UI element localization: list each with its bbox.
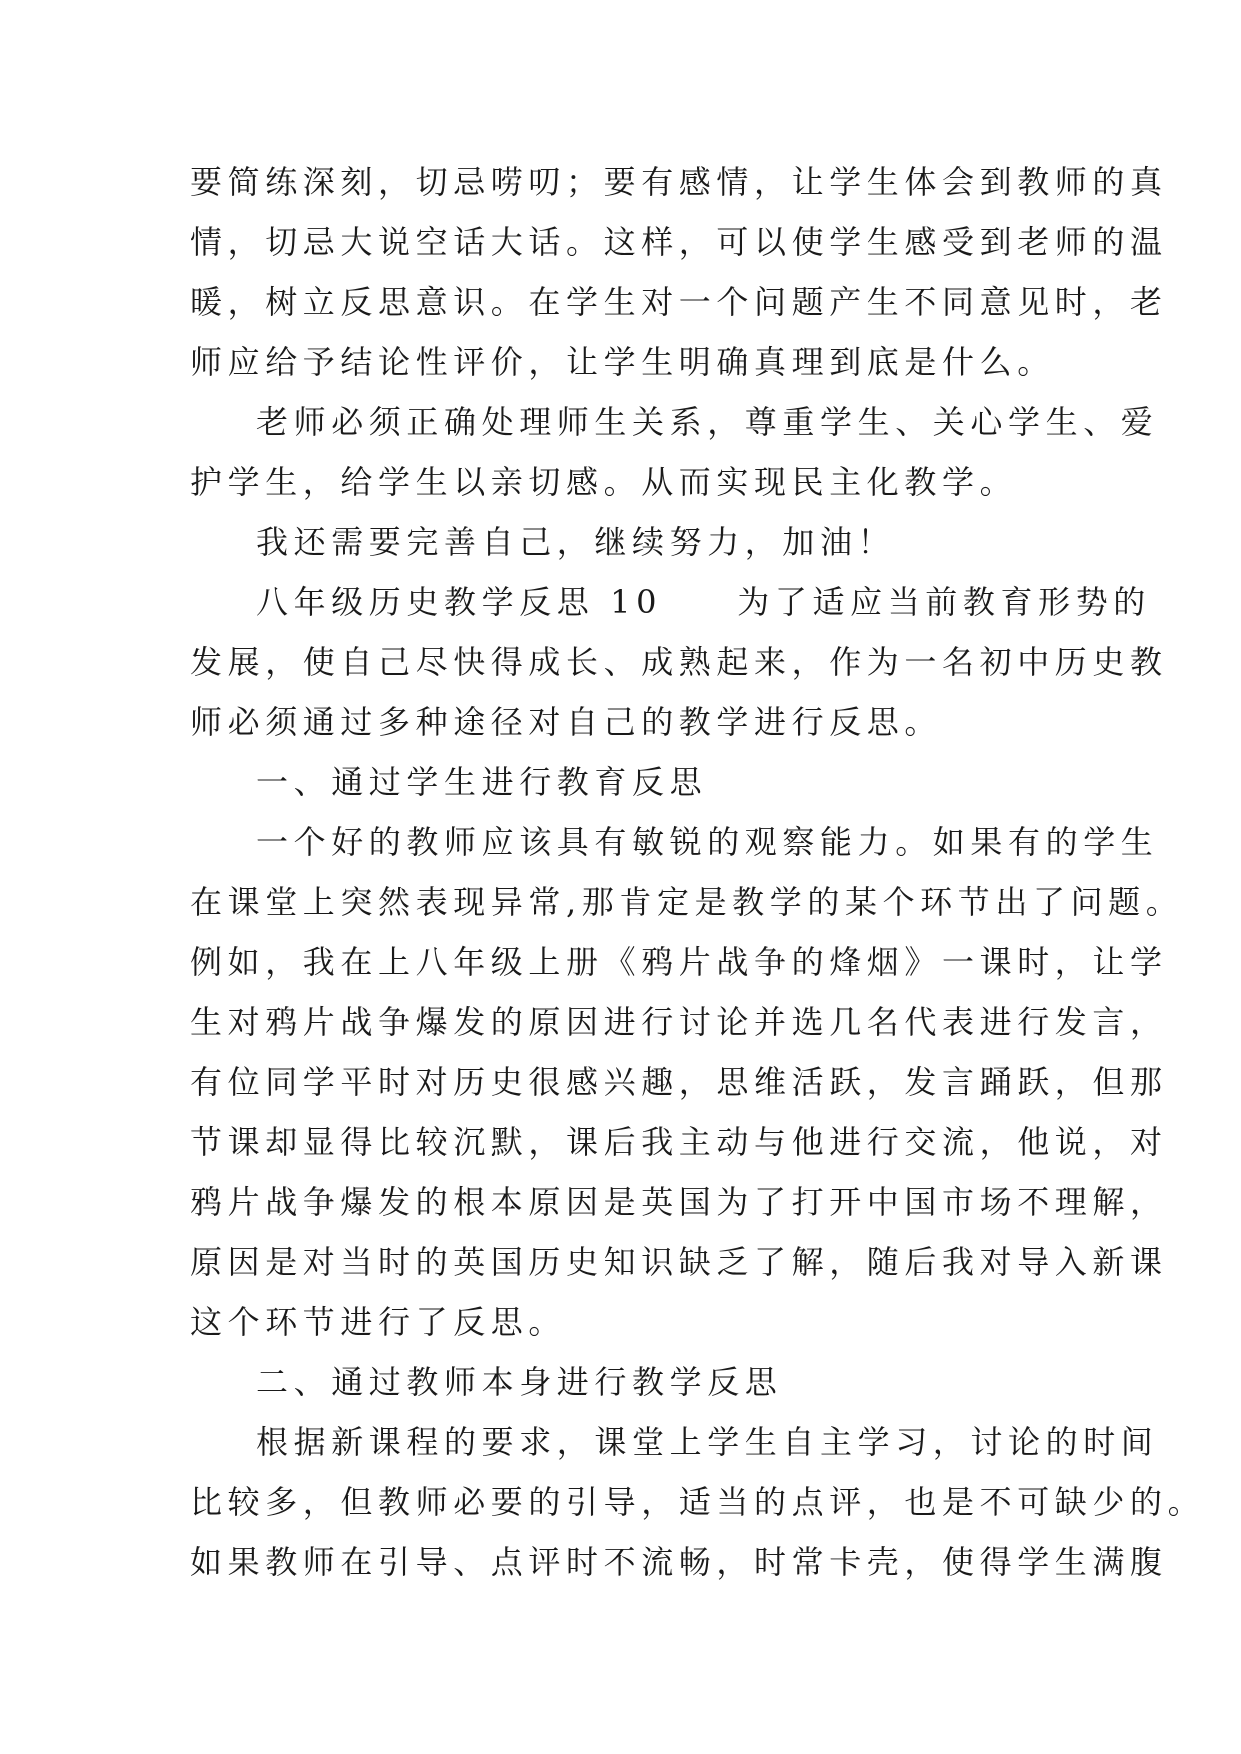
text-line: 例如，我在上八年级上册《鸦片战争的烽烟》一课时，让学: [190, 943, 1168, 981]
text-line: 师应给予结论性评价，让学生明确真理到底是什么。: [190, 343, 1055, 381]
text-line: 在课堂上突然表现异常,那肯定是教学的某个环节出了问题。: [190, 883, 1184, 921]
text-line: 师必须通过多种途径对自己的教学进行反思。: [190, 703, 943, 741]
section-heading: 一、通过学生进行教育反思: [256, 763, 708, 801]
body-text: [190, 152, 1206, 1592]
text-line: 护学生，给学生以亲切感。从而实现民主化教学。: [190, 463, 1018, 501]
section-heading: 二、通过教师本身进行教学反思: [256, 1363, 783, 1401]
text-line: 节课却显得比较沉默，课后我主动与他进行交流，他说，对: [190, 1123, 1168, 1161]
text-line: 老师必须正确处理师生关系，尊重学生、关心学生、爱: [256, 403, 1159, 441]
text-line: 暖，树立反思意识。在学生对一个问题产生不同意见时，老: [190, 283, 1168, 321]
text-line: 这个环节进行了反思。: [190, 1303, 567, 1341]
text-line: 鸦片战争爆发的根本原因是英国为了打开中国市场不理解，: [190, 1183, 1168, 1221]
text-line: 要简练深刻，切忌唠叨；要有感情，让学生体会到教师的真: [190, 163, 1168, 201]
text-line: 原因是对当时的英国历史知识缺乏了解，随后我对导入新课: [190, 1243, 1168, 1281]
text-line: 我还需要完善自己，继续努力，加油！: [256, 523, 896, 561]
text-line: 情，切忌大说空话大话。这样，可以使学生感受到老师的温: [190, 223, 1168, 261]
text-line: 发展，使自己尽快得成长、成熟起来，作为一名初中历史教: [190, 643, 1168, 681]
text-line: 八年级历史教学反思 10 为了适应当前教育形势的: [256, 583, 1151, 621]
text-line: 如果教师在引导、点评时不流畅，时常卡壳，使得学生满腹: [190, 1543, 1168, 1581]
text-line: 根据新课程的要求，课堂上学生自主学习，讨论的时间: [256, 1423, 1159, 1461]
text-line: 生对鸦片战争爆发的原因进行讨论并选几名代表进行发言，: [190, 1003, 1168, 1041]
text-line: 比较多，但教师必要的引导，适当的点评，也是不可缺少的。: [190, 1483, 1206, 1521]
text-line: 有位同学平时对历史很感兴趣，思维活跃，发言踊跃，但那: [190, 1063, 1168, 1101]
text-line: 一个好的教师应该具有敏锐的观察能力。如果有的学生: [256, 823, 1159, 861]
